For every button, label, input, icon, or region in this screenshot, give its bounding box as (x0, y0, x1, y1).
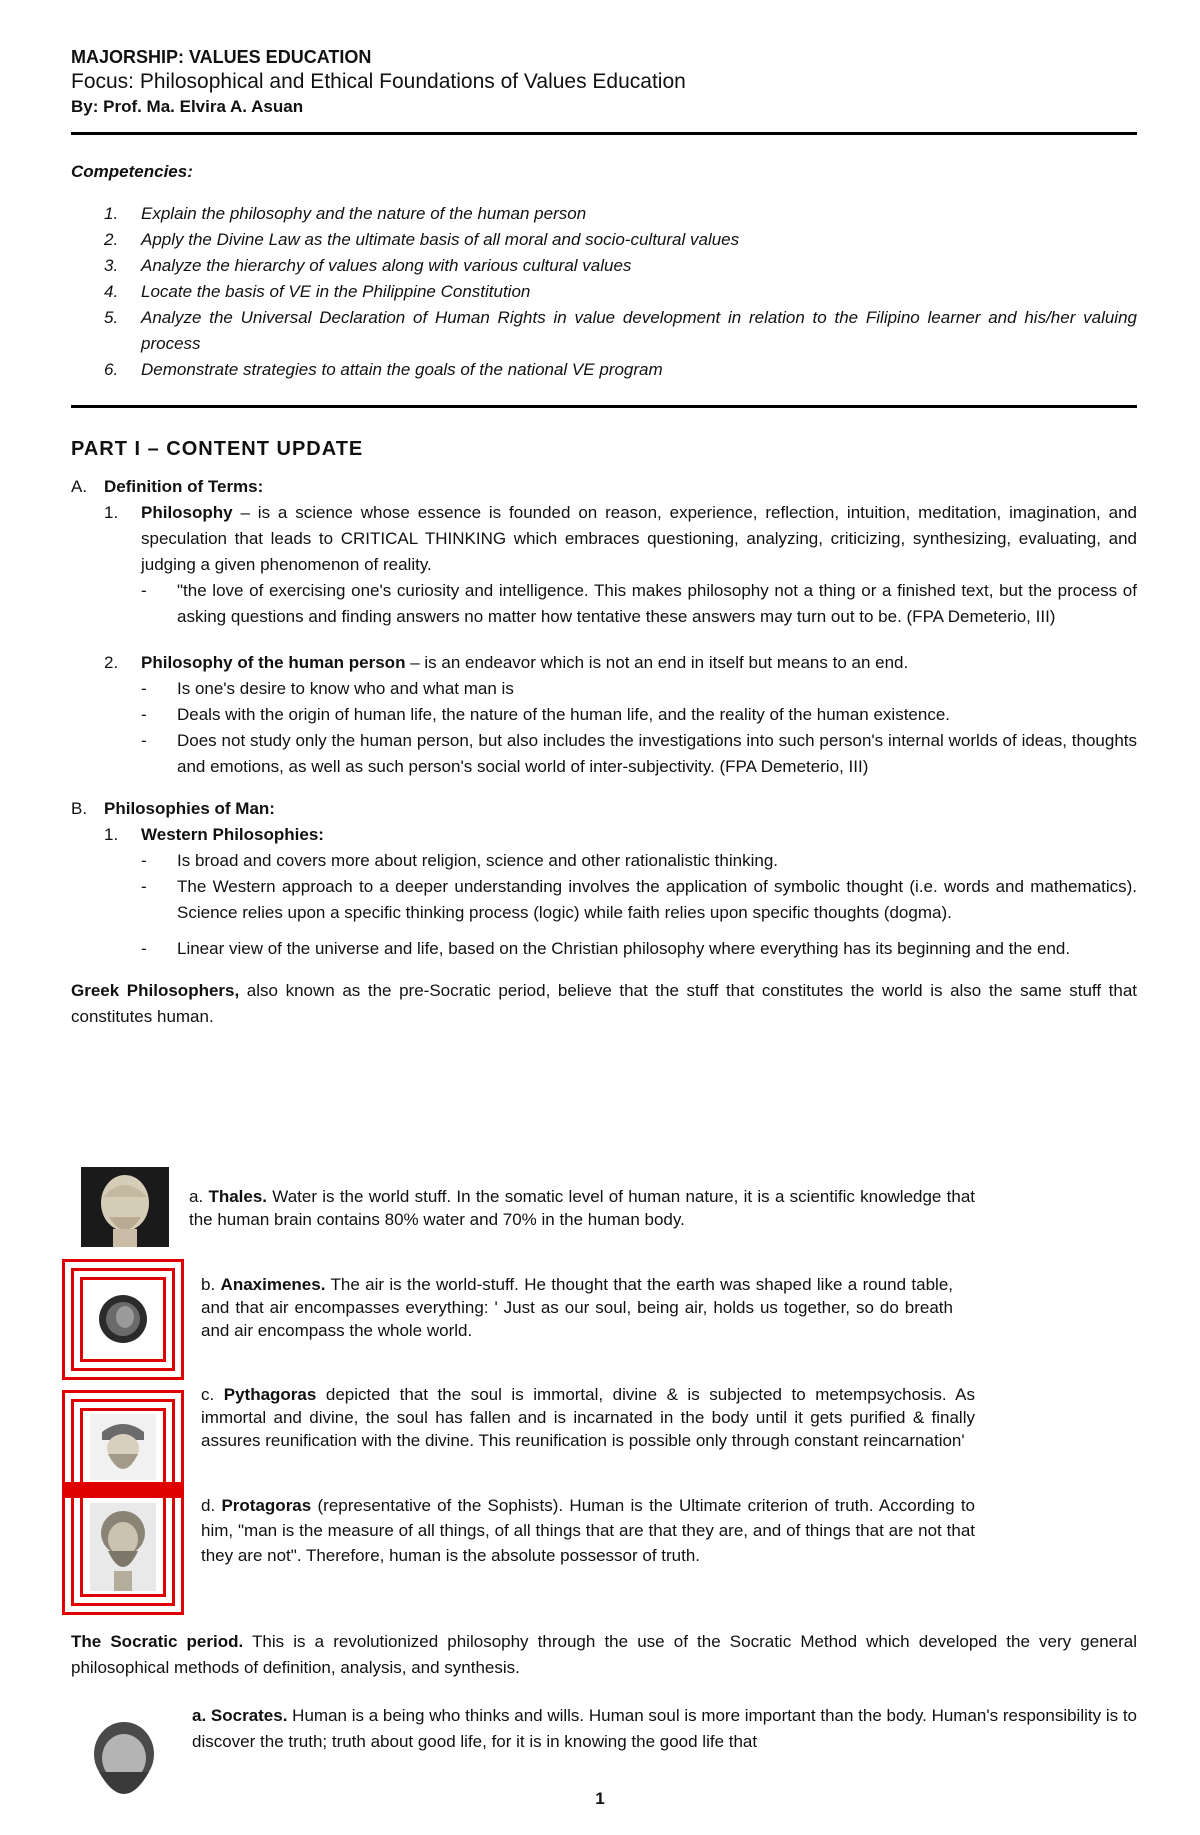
thales-entry: a. Thales. Water is the world stuff. In the somatic level of human nature, it is a scientific knowledge that the human brain contains 80% water and 70% in the human body. (189, 1187, 976, 1229)
section-b-heading: B. Philosophies of Man: (71, 799, 275, 818)
thales-portrait (81, 1167, 169, 1247)
socratic-period-paragraph: The Socratic period. This is a revolutionized philosophy through the use of the Socratic Method which developed the very general philosophical methods of definition, analysis, and synthesis. (71, 1632, 1137, 1677)
list-item: 4. Locate the basis of VE in the Philippine Constitution (104, 282, 531, 301)
part-title: PART I – CONTENT UPDATE (71, 438, 364, 460)
focus-heading: Focus: Philosophical and Ethical Foundations of Values Education (71, 70, 686, 93)
competencies-title: Competencies: (71, 162, 193, 181)
definition-philosophy-human-person: 2. Philosophy of the human person – is an endeavor which is not an end in itself but means to an end. (104, 653, 909, 672)
definition-philosophy: 1. Philosophy – is a science whose essence is founded on reason, experience, reflection, intuition, meditation, imagination, and speculation that leads to CRITICAL THINKING which embraces questioning, analyzing, criticizing, synthesizing, evaluating, and judging a given phenomenon of reality. (104, 503, 1137, 574)
list-item: 2. Apply the Divine Law as the ultimate basis of all moral and socio-cultural values (104, 230, 740, 249)
list-item: 5. Analyze the Universal Declaration of Human Rights in value development in relation to the Filipino learner and his/her valuing process (104, 308, 1137, 353)
red-band-decoration (62, 1482, 184, 1498)
section-a-heading: A. Definition of Terms: (71, 477, 264, 496)
page-number: 1 (595, 1789, 605, 1808)
bullet-item: - "the love of exercising one's curiosity and intelligence. This makes philosophy not a thing or a finished text, but the process of asking questions and finding answers no matter how tentative these answers may turn out to be. (FPA Demeterio, III) (141, 581, 1137, 626)
bullet-item: - Does not study only the human person, but also includes the investigations into such person's internal worlds of ideas, thoughts and emotions, as well as such person's social world of inter-subjectivity. (FPA Demeterio, III) (141, 731, 1137, 776)
anaximenes-portrait (90, 1287, 156, 1352)
greek-philosophers-paragraph: Greek Philosophers, also known as the pre-Socratic period, believe that the stuff that constitutes the world is also the same stuff that constitutes human. (71, 981, 1138, 1026)
pythagoras-entry: c. Pythagoras depicted that the soul is immortal, divine & is subjected to metempsychosis. As immortal and divine, the soul has fallen and is incarnated in the body until it gets purified & finally assures reunification with the divine. This reunification is possible only through constant reincarnation' (201, 1385, 975, 1450)
bullet-item: - Is broad and covers more about religion, science and other rationalistic thinking. (141, 851, 779, 870)
bullet-item: - Is one's desire to know who and what man is (141, 679, 514, 698)
western-philosophies-heading: 1. Western Philosophies: (104, 825, 324, 844)
document-page (71, 46, 1137, 1030)
anaximenes-entry: b. Anaximenes. The air is the world-stuff. He thought that the earth was shaped like a round table, and that air encompasses everything: ' Just as our soul, being air, holds us together, so do breath and air encompass the whole world. (201, 1275, 954, 1340)
author-line: By: Prof. Ma. Elvira A. Asuan (71, 97, 304, 116)
socrates-entry: a. Socrates. Human is a being who thinks and wills. Human soul is more important than the body. Human's responsibility is to discover the truth; truth about good life, for it is in knowing the good life that (192, 1706, 1138, 1751)
header-divider (71, 132, 1137, 135)
section-divider (71, 405, 1137, 408)
list-item: 6. Demonstrate strategies to attain the goals of the national VE program (104, 360, 663, 379)
list-item: 3. Analyze the hierarchy of values along with various cultural values (104, 256, 632, 275)
bullet-item: - Deals with the origin of human life, the nature of the human life, and the reality of the human existence. (141, 705, 951, 724)
list-item: 1. Explain the philosophy and the nature of the human person (104, 204, 587, 223)
bullet-item: - Linear view of the universe and life, based on the Christian philosophy where everything has its beginning and the end. (141, 939, 1071, 958)
bullet-item: - The Western approach to a deeper understanding involves the application of symbolic thought (i.e. words and mathematics). Science relies upon a specific thinking process (logic) while faith relies upon specific thoughts (dogma). (141, 877, 1137, 922)
protagoras-portrait (90, 1503, 156, 1591)
majorship-heading: MAJORSHIP: VALUES EDUCATION (71, 47, 372, 67)
protagoras-entry: d. Protagoras (representative of the Sophists). Human is the Ultimate criterion of truth. According to him, "man is the measure of all things, of all things that are that they are, and of things that are not that they are not". Therefore, human is the absolute possessor of truth. (201, 1496, 975, 1565)
pythagoras-portrait (90, 1414, 156, 1480)
competencies-list (71, 201, 1137, 383)
